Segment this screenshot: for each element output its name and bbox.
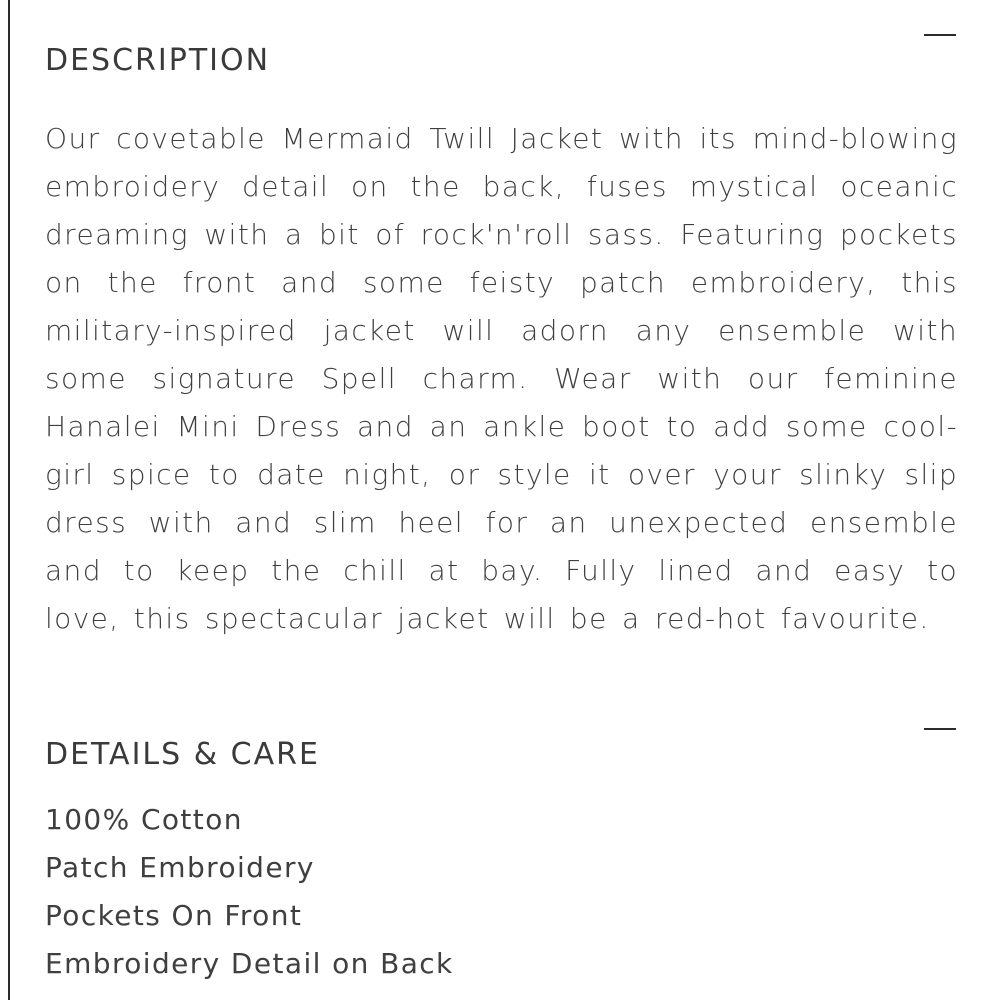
description-body: Our covetable Mermaid Twill Jacket with its mind-blowing embroidery detail on the back, fuses mystical oceanic dreaming with a bit of rock'n'roll sass. Featuring pockets on the front and some feisty patch embroidery, this military-inspired jacket will adorn any ensemble with some signature Spell charm. Wear with our feminine Hanalei Mini Dress and an ankle boot to add some cool-girl spice to date night, or style it over your slinky slip dress with and slim heel for an unexpected ensemble and to keep the chill at bay. Fully lined and easy to love, this spectacular jacket will be a red-hot favourite.: [45, 122, 958, 635]
minus-icon: [924, 728, 956, 730]
description-header[interactable]: [45, 14, 958, 78]
details-care-list: [45, 796, 958, 988]
description-title: DESCRIPTION: [45, 42, 271, 78]
left-border: [8, 0, 10, 1000]
description-section: [45, 14, 958, 643]
details-care-header[interactable]: [45, 708, 958, 772]
list-item: Patch Embroidery: [45, 851, 315, 884]
collapse-description-button[interactable]: [924, 20, 958, 50]
list-item: Pockets On Front: [45, 899, 303, 932]
details-care-section: [45, 708, 958, 988]
details-care-title: DETAILS & CARE: [45, 736, 320, 772]
list-item: 100% Cotton: [45, 803, 243, 836]
minus-icon: [924, 34, 956, 36]
list-item: Embroidery Detail on Back: [45, 947, 454, 980]
collapse-details-care-button[interactable]: [924, 714, 958, 744]
